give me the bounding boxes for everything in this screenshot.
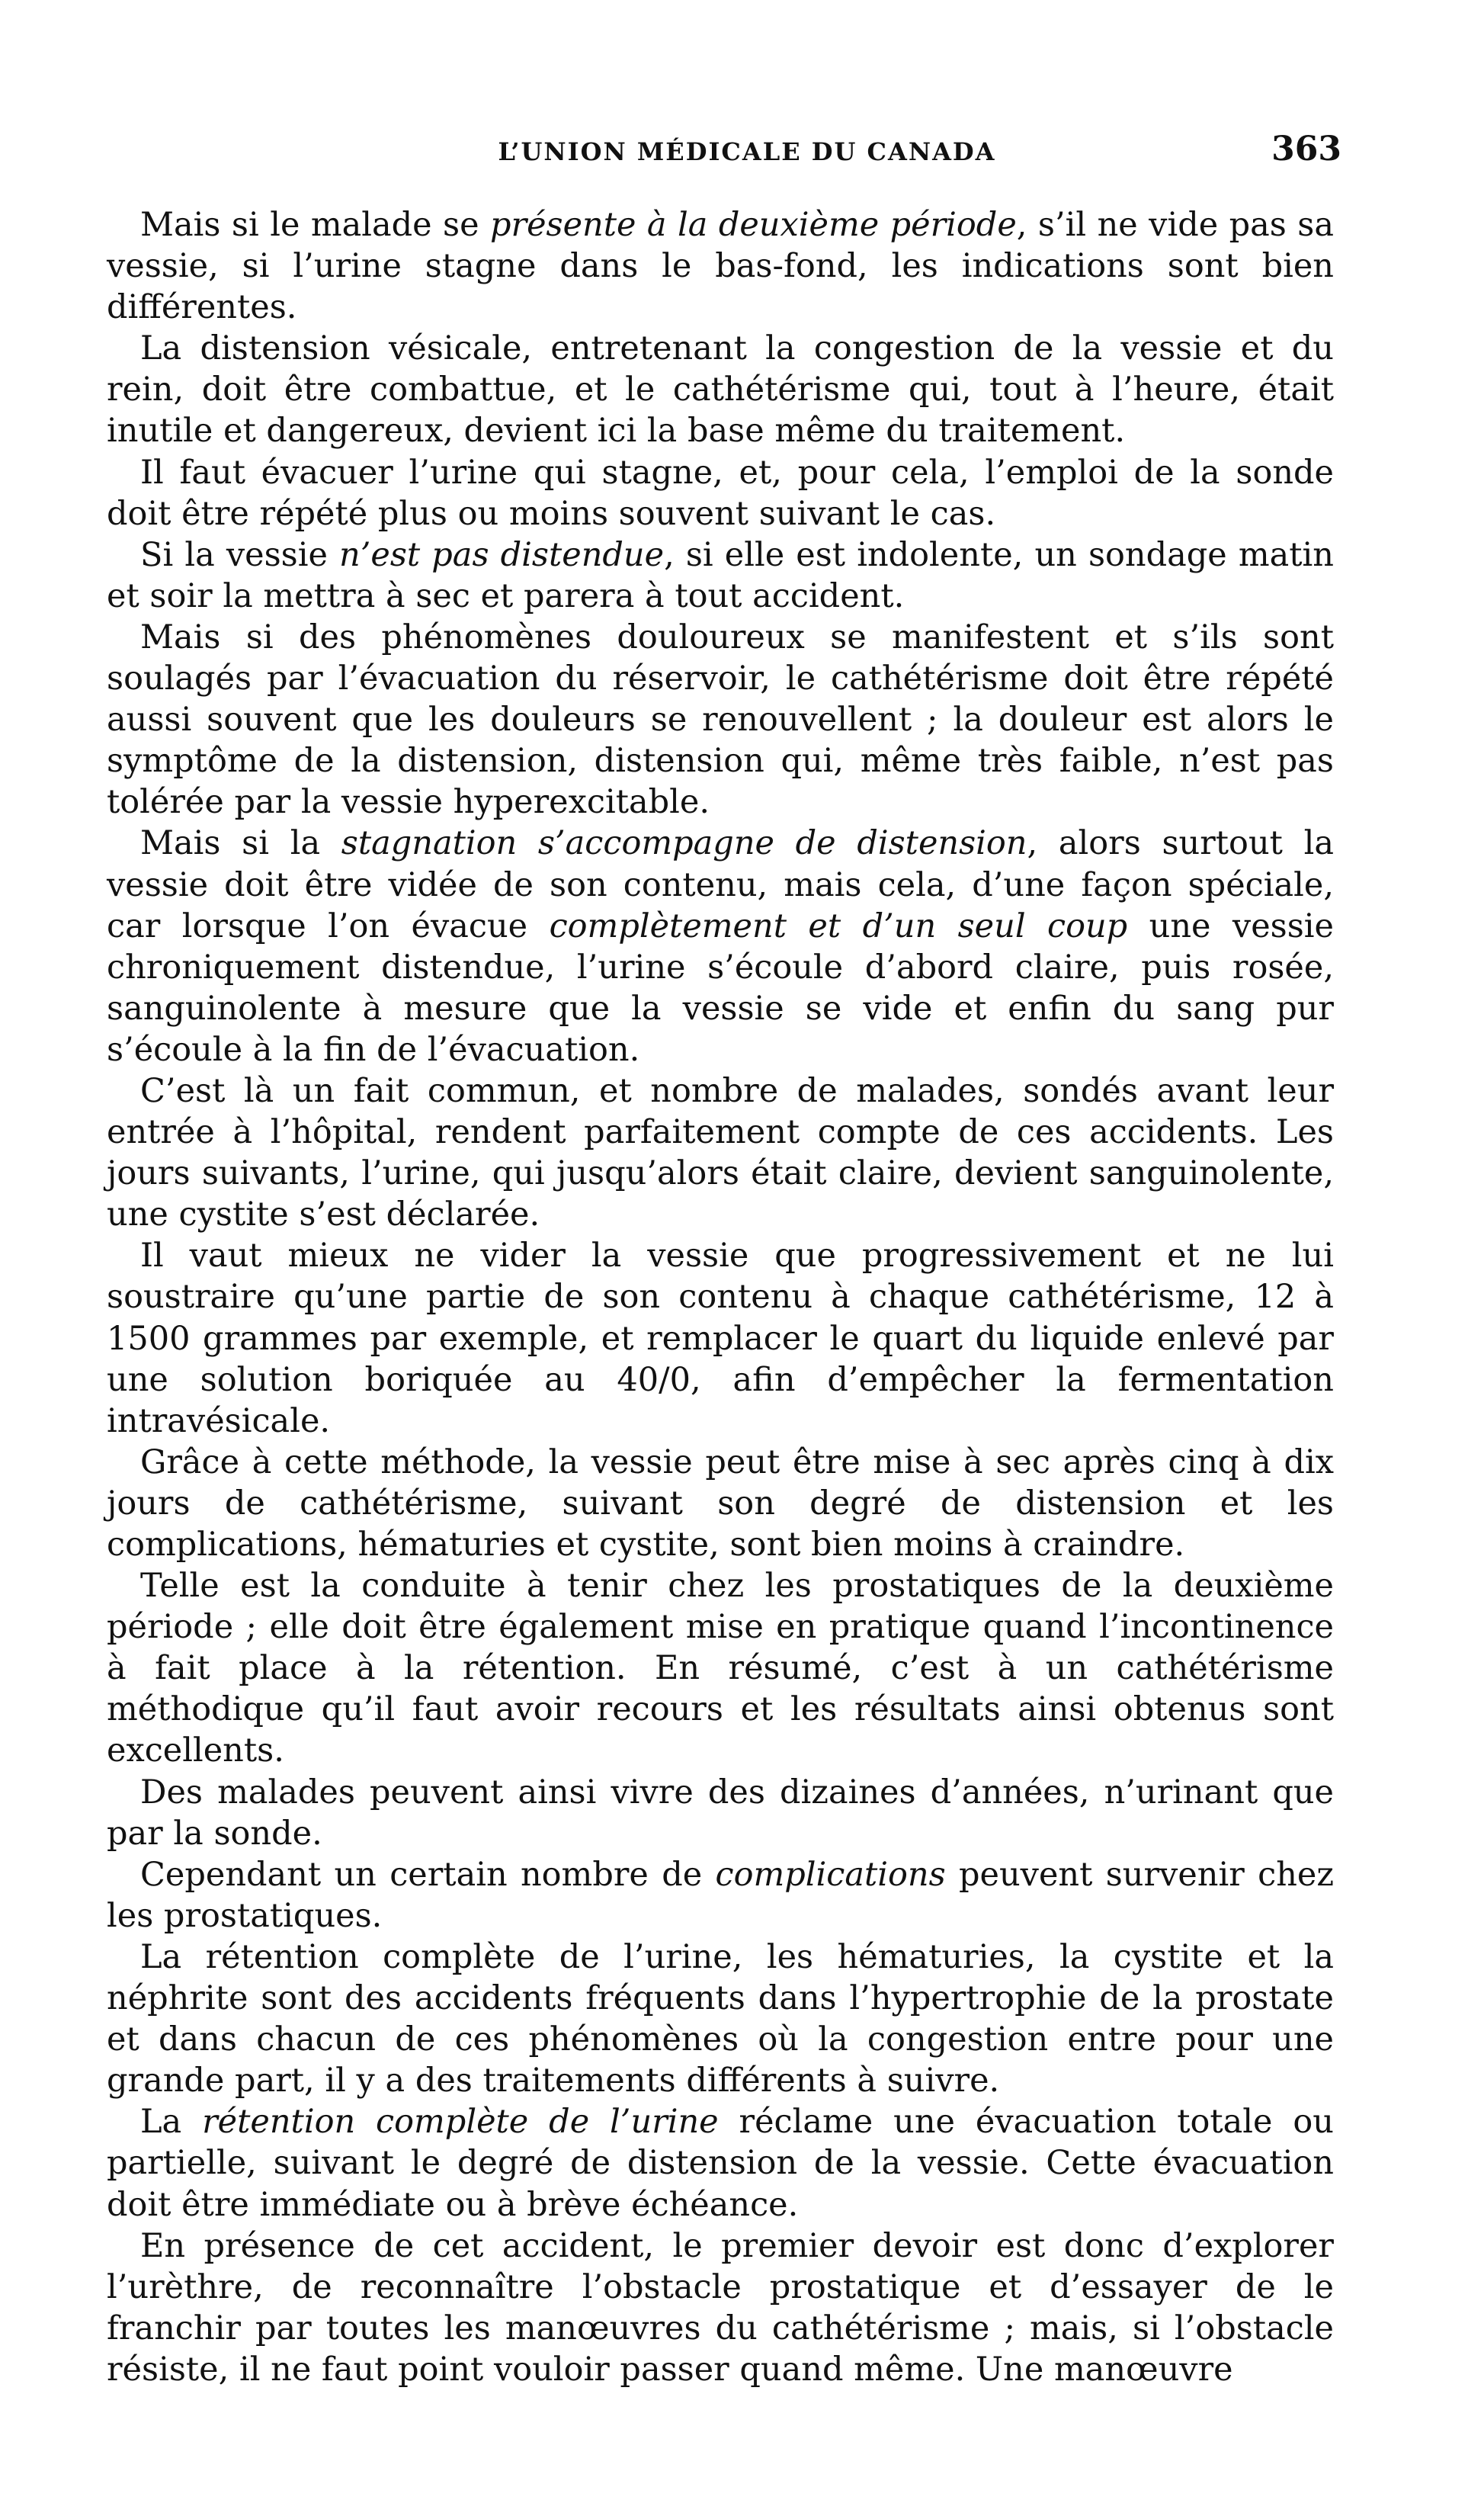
italic-text: rétention complète de l’urine bbox=[202, 2103, 719, 2142]
journal-title: L’UNION MÉDICALE DU CANADA bbox=[498, 137, 996, 166]
text-run: , s’il ne vide pas sa vessie, si l’urine stagne dans le bas-fond, les indications sont bien différentes. bbox=[107, 206, 1334, 327]
paragraph bbox=[107, 328, 1334, 451]
paragraph bbox=[107, 2101, 1334, 2225]
text-run: Cependant un certain nombre de bbox=[140, 1855, 716, 1894]
text-run: , alors surtout la vessie doit être vidée de son contenu, mais cela, d’une façon spéciale, car lorsque l’on évacue bbox=[107, 824, 1334, 945]
paragraph bbox=[107, 1854, 1334, 1937]
italic-text: stagnation s’accompagne de distension bbox=[341, 824, 1027, 863]
text-run: Mais si la bbox=[140, 824, 341, 863]
paragraph bbox=[107, 823, 1334, 1070]
paragraph bbox=[107, 1235, 1334, 1441]
text-run: Il vaut mieux ne vider la vessie que progressivement et ne lui soustraire qu’une partie de son contenu à chaque cathétérisme, 12 à 1500 grammes par exemple, et remplacer le quart du liquide enlevé par une solution boriquée au 40/0, afin d’empêcher la fermentation intravésicale. bbox=[107, 1237, 1334, 1440]
italic-text: complications bbox=[715, 1855, 946, 1894]
text-run: La distension vésicale, entretenant la congestion de la vessie et du rein, doit être combattue, et le cathétérisme qui, tout à l’heure, était inutile et dangereux, devient ici la base même du traitement. bbox=[107, 329, 1334, 451]
paragraph bbox=[107, 617, 1334, 823]
text-run: réclame une évacuation totale ou partielle, suivant le degré de distension de la vessie. Cette évacuation doit être immédiate ou à brève échéance. bbox=[107, 2103, 1334, 2224]
text-run: La rétention complète de l’urine, les hématuries, la cystite et la néphrite sont des accidents fréquents dans l’hypertrophie de la prostate et dans chacun de ces phénomènes où la congestion entre pour une grande part, il y a des traitements différents à suivre. bbox=[107, 1937, 1334, 2100]
paragraph bbox=[107, 1070, 1334, 1235]
text-run: une vessie chroniquement distendue, l’urine s’écoule d’abord claire, puis rosée, sanguinolente à mesure que la vessie se vide et enfin du sang pur s’écoule à la fin de l’évacuation. bbox=[107, 907, 1334, 1069]
paragraph bbox=[107, 1442, 1334, 1565]
running-header bbox=[152, 130, 1341, 175]
text-run: C’est là un fait commun, et nombre de malades, sondés avant leur entrée à l’hôpital, rendent parfaitement compte de ces accidents. Les jours suivants, l’urine, qui jusqu’alors était claire, devient sanguinolente, une cystite s’est déclarée. bbox=[107, 1071, 1334, 1234]
paragraph bbox=[107, 1772, 1334, 1854]
page-number: 363 bbox=[1271, 130, 1341, 168]
paragraph bbox=[107, 204, 1334, 328]
text-run: Si la vessie bbox=[140, 535, 340, 574]
italic-text: présente à la deuxième période bbox=[490, 206, 1017, 244]
text-run: Mais si des phénomènes douloureux se manifestent et s’ils sont soulagés par l’évacuation du réservoir, le cathétérisme doit être répété aussi souvent que les douleurs se renouvellent ; la douleur est alors le symptôme de la distension, distension qui, même très faible, n’est pas tolérée par la vessie hyperexcitable. bbox=[107, 618, 1334, 822]
text-run: Il faut évacuer l’urine qui stagne, et, pour cela, l’emploi de la sonde doit être répété plus ou moins souvent suivant le cas. bbox=[107, 453, 1334, 533]
text-run: La bbox=[140, 2103, 203, 2142]
text-run: En présence de cet accident, le premier devoir est donc d’explorer l’urèthre, de reconnaître l’obstacle prostatique et d’essayer de le franchir par toutes les manœuvres du cathétérisme ; mais, si l’obstacle résiste, il ne faut point vouloir passer quand même. Une manœuvre bbox=[107, 2226, 1334, 2389]
text-run: peuvent survenir chez les prostatiques. bbox=[107, 1855, 1334, 1935]
paragraph bbox=[107, 452, 1334, 534]
text-run: , si elle est indolente, un sondage matin et soir la mettra à sec et parera à tout accident. bbox=[107, 535, 1334, 615]
italic-text: complètement et d’un seul coup bbox=[549, 907, 1128, 945]
article-body bbox=[107, 204, 1334, 2390]
text-run: Des malades peuvent ainsi vivre des dizaines d’années, n’urinant que par la sonde. bbox=[107, 1773, 1334, 1853]
paragraph bbox=[107, 534, 1334, 617]
text-run: Grâce à cette méthode, la vessie peut être mise à sec après cinq à dix jours de cathétérisme, suivant son degré de distension et les complications, hématuries et cystite, sont bien moins à craindre. bbox=[107, 1442, 1334, 1564]
italic-text: n’est pas distendue bbox=[339, 535, 665, 574]
text-run: Telle est la conduite à tenir chez les prostatiques de la deuxième période ; elle doit être également mise en pratique quand l’incontinence à fait place à la rétention. En résumé, c’est à un cathétérisme méthodique qu’il faut avoir recours et les résultats ainsi obtenus sont excellents. bbox=[107, 1567, 1334, 1770]
text-run: Mais si le malade se bbox=[140, 206, 491, 244]
paragraph bbox=[107, 2225, 1334, 2390]
paragraph bbox=[107, 1565, 1334, 1771]
paragraph bbox=[107, 1937, 1334, 2101]
